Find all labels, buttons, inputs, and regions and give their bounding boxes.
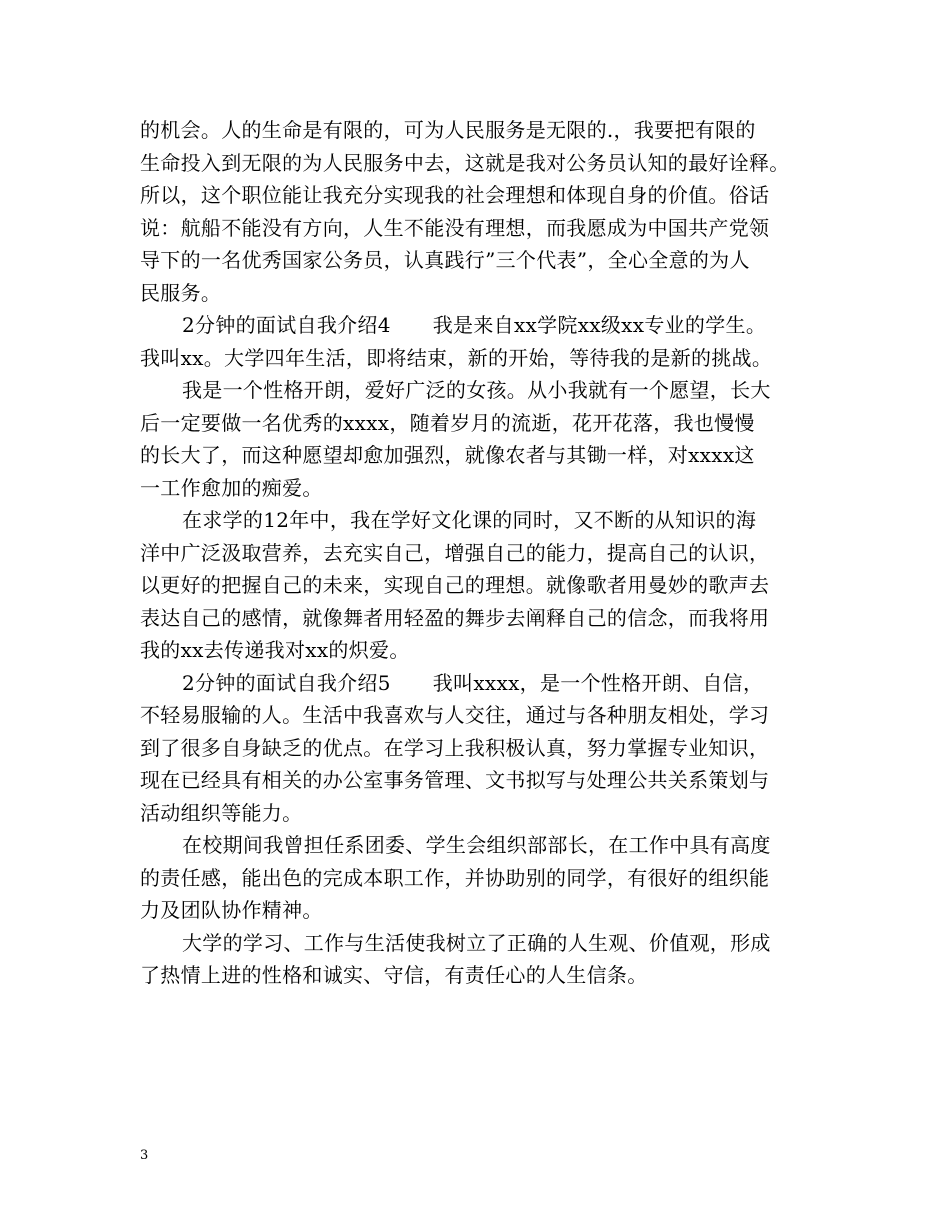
text-line: 所以，这个职位能让我充分实现我的社会理想和体现自身的价值。俗话 <box>140 183 770 207</box>
text-line <box>140 667 820 700</box>
text-line: 后一定要做一名优秀的xxxx，随着岁月的流逝，花开花落，我也慢慢 <box>140 410 755 435</box>
text-line: 大学的学习、工作与生活使我树立了正确的人生观、价值观，形成 <box>182 930 771 955</box>
text-line: 导下的一名优秀国家公务员，认真践行”三个代表”，全心全意的为人 <box>140 248 750 272</box>
text-line: 洋中广泛汲取营养，去充实自己，增强自己的能力，提高自己的认识， <box>140 540 770 565</box>
heading-continuation: 我是来自xx学院xx级xx专业的学生。 <box>432 313 767 337</box>
text-line: 的机会。人的生命是有限的，可为人民服务是无限的.，我要把有限的 <box>140 118 756 142</box>
section-heading: 2分钟的面试自我介绍4 <box>182 313 391 337</box>
text-line: 活动组织等能力。 <box>140 800 303 825</box>
heading-continuation: 我叫xxxx，是一个性格开朗、自信， <box>432 670 764 695</box>
text-line: 以更好的把握自己的未来，实现自己的理想。就像歌者用曼妙的歌声去 <box>140 573 770 597</box>
text-line: 一工作愈加的痴爱。 <box>140 475 323 500</box>
text-line: 我叫xx。大学四年生活，即将结束，新的开始，等待我的是新的挑战。 <box>140 345 773 370</box>
text-line: 说：航船不能没有方向，人生不能没有理想，而我愿成为中国共产党领 <box>140 215 770 240</box>
section-heading: 2分钟的面试自我介绍5 <box>182 670 391 695</box>
text-line: 不轻易服输的人。生活中我喜欢与人交往，通过与各种朋友相处，学习 <box>140 703 770 727</box>
page-number: 3 <box>140 1148 149 1163</box>
text-line: 在校期间我曾担任系团委、学生会组织部部长，在工作中具有高度 <box>182 833 771 857</box>
text-line: 我的xx去传递我对xx的炽爱。 <box>140 638 410 662</box>
text-line <box>140 309 820 342</box>
body-text <box>140 114 820 992</box>
text-line: 的责任感，能出色的完成本职工作，并协助别的同学，有很好的组织能 <box>140 865 770 890</box>
text-line: 的长大了，而这种愿望却愈加强烈，就像农者与其锄一样，对xxxx这 <box>140 443 755 467</box>
text-line: 了热情上进的性格和诚实、守信，有责任心的人生信条。 <box>140 963 648 987</box>
text-line: 力及团队协作精神。 <box>140 898 323 922</box>
text-line: 我是一个性格开朗，爱好广泛的女孩。从小我就有一个愿望，长大 <box>182 378 771 402</box>
text-line: 在求学的12年中，我在学好文化课的同时，又不断的从知识的海 <box>182 508 757 532</box>
text-line: 民服务。 <box>140 280 222 305</box>
text-line: 现在已经具有相关的办公室事务管理、文书拟写与处理公共关系策划与 <box>140 768 770 792</box>
text-line: 生命投入到无限的为人民服务中去，这就是我对公务员认知的最好诠释。 <box>140 150 790 175</box>
text-line: 到了很多自身缺乏的优点。在学习上我积极认真，努力掌握专业知识， <box>140 735 770 760</box>
text-line: 表达自己的感情，就像舞者用轻盈的舞步去阐释自己的信念，而我将用 <box>140 605 770 630</box>
